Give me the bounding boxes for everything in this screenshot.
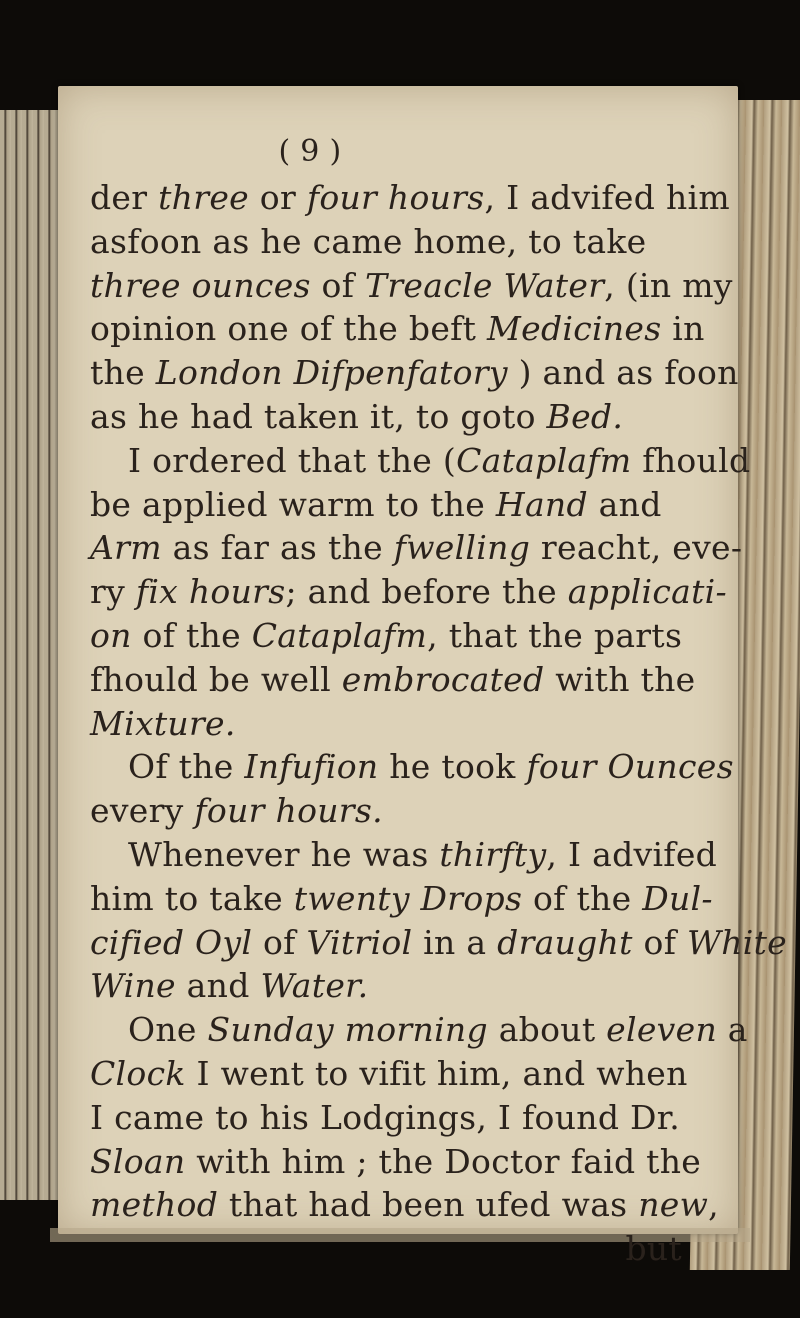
- text-segment: and: [587, 484, 662, 524]
- text-segment: of: [252, 922, 307, 962]
- text-segment: , (in my: [604, 265, 733, 305]
- text-segment: as far as the: [161, 528, 394, 568]
- italic-text-segment: Arm: [90, 528, 162, 568]
- italic-text-segment: method: [90, 1185, 219, 1225]
- text-segment: der: [90, 178, 159, 217]
- italic-text-segment: Sunday morning: [207, 1010, 488, 1050]
- italic-text-segment: applicati-: [567, 572, 727, 612]
- italic-text-segment: Clock: [90, 1053, 186, 1093]
- italic-text-segment: thirfty: [439, 834, 547, 874]
- text-segment: that had been ufed was: [218, 1185, 639, 1225]
- text-line: [90, 658, 700, 702]
- italic-text-segment: cified Oyl: [90, 922, 253, 962]
- text-segment: of the: [131, 615, 252, 655]
- text-line: [90, 1140, 700, 1184]
- italic-text-segment: fwelling: [393, 528, 531, 568]
- text-line: [90, 877, 713, 921]
- text-line: [90, 789, 700, 833]
- text-segment: with the: [544, 659, 696, 699]
- text-segment: reacht, eve-: [530, 528, 743, 568]
- italic-text-segment: twenty Drops: [293, 878, 523, 918]
- left-page-edges: [0, 110, 58, 1200]
- text-line: [90, 307, 705, 351]
- text-line: [90, 176, 730, 220]
- italic-text-segment: White: [687, 922, 788, 962]
- text-line: [90, 395, 700, 439]
- italic-text-segment: four Ounces: [526, 747, 734, 787]
- text-line: [90, 526, 743, 570]
- text-line: [90, 439, 751, 483]
- text-line: [90, 1096, 700, 1140]
- italic-text-segment: Bed.: [546, 396, 624, 436]
- text-line: [90, 921, 788, 965]
- italic-text-segment: Sloan: [90, 1141, 186, 1181]
- italic-text-segment: Medicines: [487, 309, 662, 349]
- text-lines: [90, 176, 788, 1227]
- text-line: [90, 745, 734, 789]
- text-segment: a: [717, 1010, 748, 1050]
- text-line: [90, 483, 700, 527]
- italic-text-segment: Vitriol: [306, 922, 413, 962]
- italic-text-segment: Hand: [495, 484, 588, 524]
- italic-text-segment: four hours: [306, 178, 485, 217]
- italic-text-segment: fix hours: [135, 572, 286, 612]
- text-line: [90, 833, 718, 877]
- text-line: [90, 220, 700, 264]
- italic-text-segment: London Difpenfatory: [155, 353, 508, 393]
- italic-text-segment: draught: [497, 922, 633, 962]
- text-line: [90, 702, 700, 746]
- text-segment: fhould be well: [90, 659, 342, 699]
- text-segment: him to take: [90, 878, 294, 918]
- text-segment: with him ; the Doctor faid the: [185, 1141, 702, 1181]
- italic-text-segment: three ounces: [90, 265, 311, 305]
- text-segment: , I advifed: [546, 834, 718, 874]
- text-line: [90, 614, 700, 658]
- text-segment: as he had taken it, to goto: [90, 396, 547, 436]
- italic-text-segment: new: [638, 1185, 709, 1225]
- text-line: [90, 1183, 719, 1227]
- text-segment: I came to his Lodgings, I found Dr.: [90, 1097, 681, 1137]
- text-segment: of: [632, 922, 687, 962]
- italic-text-segment: on: [90, 615, 132, 655]
- page-text: [90, 128, 788, 1271]
- text-segment: of: [310, 265, 366, 305]
- italic-text-segment: Infufion: [244, 747, 379, 787]
- text-segment: Of the: [128, 747, 245, 787]
- text-segment: Whenever he was: [128, 834, 440, 874]
- text-segment: be applied warm to the: [90, 484, 496, 524]
- text-segment: ; and before the: [285, 572, 568, 612]
- italic-text-segment: Cataplafm: [456, 440, 632, 480]
- text-segment: ry: [90, 572, 136, 612]
- italic-text-segment: Dul-: [642, 878, 713, 918]
- text-line: [90, 1052, 700, 1096]
- text-segment: One: [128, 1010, 208, 1050]
- text-segment: and: [175, 966, 261, 1006]
- italic-text-segment: Mixture.: [90, 703, 236, 743]
- text-segment: , I advifed him: [484, 178, 730, 217]
- text-segment: or: [248, 178, 307, 217]
- italic-text-segment: embrocated: [341, 659, 545, 699]
- text-segment: fhould: [631, 440, 751, 480]
- text-segment: I ordered that the (: [128, 440, 457, 480]
- text-segment: opinion one of the beft: [90, 309, 488, 349]
- text-line: [90, 964, 700, 1008]
- italic-text-segment: four hours.: [194, 791, 383, 831]
- catchword: but: [625, 1229, 682, 1269]
- text-segment: he took: [378, 747, 527, 787]
- text-segment: about: [487, 1010, 607, 1050]
- italic-text-segment: three: [158, 178, 249, 217]
- text-line: [90, 264, 733, 308]
- text-segment: of the: [522, 878, 643, 918]
- text-segment: I went to vifit him, and when: [185, 1053, 688, 1093]
- text-line: [90, 570, 727, 614]
- italic-text-segment: Treacle Water: [365, 265, 605, 305]
- text-segment: in: [661, 309, 705, 349]
- italic-text-segment: Cataplafm: [251, 615, 428, 655]
- page-number: ( 9 ): [278, 134, 342, 169]
- text-segment: , that the parts: [427, 615, 683, 655]
- text-segment: the: [90, 353, 156, 393]
- italic-text-segment: eleven: [606, 1010, 718, 1050]
- text-segment: in a: [412, 922, 498, 962]
- text-line: [90, 351, 739, 395]
- text-segment: ) and as foon: [507, 353, 739, 393]
- italic-text-segment: Water.: [260, 966, 369, 1006]
- text-segment: every: [90, 791, 195, 831]
- italic-text-segment: Wine: [90, 966, 176, 1006]
- text-segment: asfoon as he came home, to take: [90, 221, 647, 261]
- text-line: [90, 1008, 748, 1052]
- text-segment: ,: [708, 1185, 719, 1225]
